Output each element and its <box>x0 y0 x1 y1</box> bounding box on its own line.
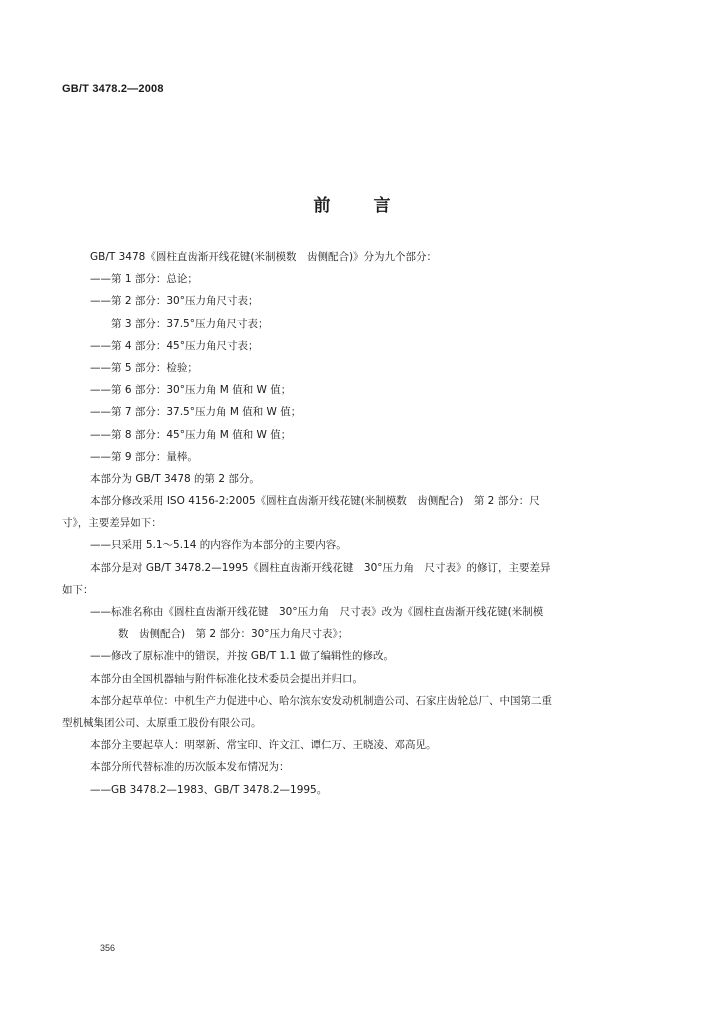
list-item-part-6: ——第 6 部分：30°压力角 M 值和 W 值； <box>90 384 292 397</box>
title-char-2: 言 <box>373 196 392 216</box>
standard-number-header: GB/T 3478.2—2008 <box>62 83 164 95</box>
modification-item: ——只采用 5.1～5.14 的内容作为本部分的主要内容。 <box>90 539 347 552</box>
page-title <box>0 191 705 216</box>
paragraph-revision-line-2: 如下： <box>62 583 94 596</box>
title-char-1: 前 <box>313 196 332 216</box>
page-number: 356 <box>100 943 116 953</box>
paragraph-history-intro: 本部分所代替标准的历次版本发布情况为： <box>90 761 290 774</box>
revision-item-2: ——修改了原标准中的错误，并按 GB/T 1.1 做了编辑性的修改。 <box>90 650 395 663</box>
paragraph-drafting-units-line-2: 型机械集团公司、太原重工股份有限公司。 <box>62 716 262 729</box>
list-item-part-2: ——第 2 部分：30°压力角尺寸表； <box>90 295 259 308</box>
list-item-part-8: ——第 8 部分：45°压力角 M 值和 W 值； <box>90 428 292 441</box>
list-item-part-4: ——第 4 部分：45°压力角尺寸表； <box>90 339 259 352</box>
list-item-part-1: ——第 1 部分：总论； <box>90 273 198 286</box>
paragraph-this-part: 本部分为 GB/T 3478 的第 2 部分。 <box>90 472 260 485</box>
paragraph-drafting-units-line-1: 本部分起草单位：中机生产力促进中心、哈尔滨东安发动机制造公司、石家庄齿轮总厂、中国第二重 <box>90 694 552 707</box>
paragraph-proposal: 本部分由全国机器轴与附件标准化技术委员会提出并归口。 <box>90 672 363 685</box>
revision-item-1-line-1: ——标准名称由《圆柱直齿渐开线花键 30°压力角 尺寸表》改为《圆柱直齿渐开线花键(米制模 <box>90 606 544 618</box>
list-item-part-5: ——第 5 部分：检验； <box>90 361 198 374</box>
history-item: ——GB 3478.2—1983、GB/T 3478.2—1995。 <box>90 783 328 796</box>
paragraph-modification-line-2: 寸》，主要差异如下： <box>62 517 162 530</box>
list-item-part-9: ——第 9 部分：量棒。 <box>90 450 198 463</box>
paragraph-revision-line-1: 本部分是对 GB/T 3478.2—1995《圆柱直齿渐开线花键 30°压力角 尺寸表》的修订，主要差异 <box>90 561 551 574</box>
foreword-body <box>62 246 628 801</box>
paragraph-intro: GB/T 3478《圆柱直齿渐开线花键(米制模数 齿侧配合)》分为九个部分： <box>90 251 438 263</box>
paragraph-drafters: 本部分主要起草人：明翠新、常宝印、许文江、谭仁万、王晓凌、邓高见。 <box>90 739 437 752</box>
paragraph-modification-line-1: 本部分修改采用 ISO 4156-2:2005《圆柱直齿渐开线花键(米制模数 齿侧配合) 第 2 部分：尺 <box>90 495 540 508</box>
revision-item-1-line-2: 数 齿侧配合) 第 2 部分：30°压力角尺寸表》； <box>118 628 349 641</box>
list-item-part-3: 第 3 部分：37.5°压力角尺寸表； <box>90 317 269 330</box>
list-item-part-7: ——第 7 部分：37.5°压力角 M 值和 W 值； <box>90 406 302 419</box>
